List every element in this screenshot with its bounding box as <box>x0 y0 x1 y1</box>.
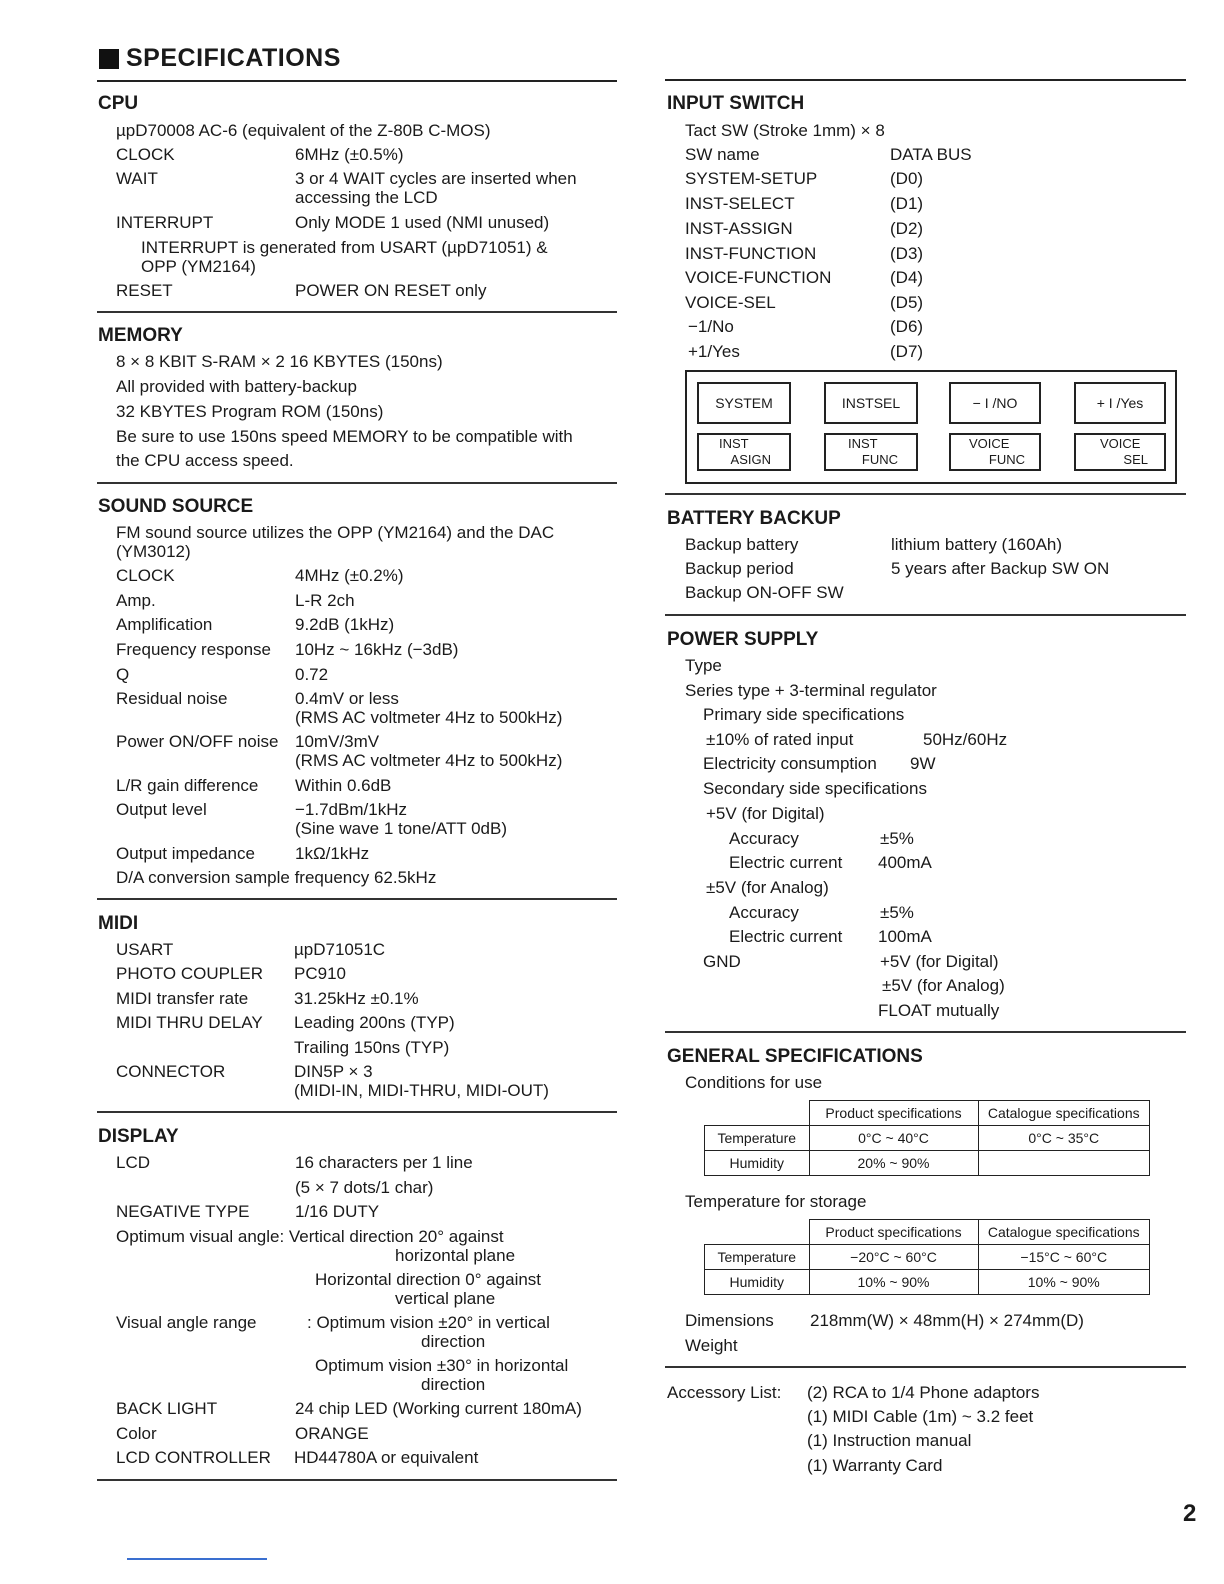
da-conversion: D/A conversion sample frequency 62.5kHz <box>116 868 437 887</box>
accuracy-label: Accuracy <box>729 903 799 922</box>
sw-name: INST-ASSIGN <box>685 219 793 238</box>
voice-sel-line1: VOICE <box>1100 436 1141 451</box>
lr-gain-label: L/R gain difference <box>116 776 259 795</box>
divider <box>665 79 1186 81</box>
memory-line: All provided with battery-backup <box>116 377 357 396</box>
table-row <box>705 1245 1150 1270</box>
cpu-interrupt-note-2: OPP (YM2164) <box>141 257 256 276</box>
sw-name-header: SW name <box>685 145 760 164</box>
square-bullet-icon <box>99 49 119 69</box>
voice-func-button <box>949 433 1041 471</box>
output-level-value: −1.7dBm/1kHz <box>295 800 407 819</box>
visual-range-horizontal-note: direction <box>421 1375 486 1394</box>
battery-label: Backup battery <box>685 535 799 554</box>
input-switch-heading: INPUT SWITCH <box>667 93 805 114</box>
sw-bus: (D5) <box>890 293 924 312</box>
midi-value: 31.25kHz ±0.1% <box>294 989 419 1008</box>
lcd-note: (5 × 7 dots/1 char) <box>295 1178 434 1197</box>
horizontal-direction-note: vertical plane <box>395 1289 496 1308</box>
sound-label: Frequency response <box>116 640 271 659</box>
current-label: Electric current <box>729 927 843 946</box>
table-cell: 0°C ~ 40°C <box>809 1126 978 1151</box>
sound-value: 0.72 <box>295 665 329 684</box>
power-primary: Primary side specifications <box>703 705 905 724</box>
inst-func-button <box>824 433 918 471</box>
conditions-for-use: Conditions for use <box>685 1073 823 1092</box>
cpu-wait-value: 3 or 4 WAIT cycles are inserted when <box>295 169 577 188</box>
accuracy-label: Accuracy <box>729 829 799 848</box>
connector-note: (MIDI-IN, MIDI-THRU, MIDI-OUT) <box>294 1081 549 1100</box>
memory-line: Be sure to use 150ns speed MEMORY to be compatible with <box>116 427 573 446</box>
visual-range-label: Visual angle range <box>116 1313 257 1332</box>
color-label: Color <box>116 1424 157 1443</box>
gnd-value: FLOAT mutually <box>878 1001 1000 1020</box>
gnd-value: ±5V (for Analog) <box>882 976 1005 995</box>
sw-bus: (D7) <box>890 342 924 361</box>
dimensions-label: Dimensions <box>685 1311 774 1330</box>
cpu-reset-value: POWER ON RESET only <box>295 281 487 300</box>
sw-name: INST-FUNCTION <box>685 244 817 263</box>
residual-value: 0.4mV or less <box>295 689 399 708</box>
table-cell: Temperature <box>705 1245 810 1270</box>
sound-label: Q <box>116 665 130 684</box>
sound-value: 9.2dB (1kHz) <box>295 615 395 634</box>
cpu-clock-value: 6MHz (±0.5%) <box>295 145 404 164</box>
power-secondary: Secondary side specifications <box>703 779 927 798</box>
sound-value: 10Hz ~ 16kHz (−3dB) <box>295 640 459 659</box>
table-row <box>705 1151 1150 1176</box>
dimensions-value: 218mm(W) × 48mm(H) × 274mm(D) <box>810 1311 1084 1330</box>
midi-value: PC910 <box>294 964 346 983</box>
midi-heading: MIDI <box>98 913 139 934</box>
table-header: Product specifications <box>809 1220 978 1245</box>
back-light-value: 24 chip LED (Working current 180mA) <box>295 1399 582 1418</box>
sound-label: Amp. <box>116 591 156 610</box>
accessory-label: Accessory List: <box>667 1383 782 1402</box>
table-cell: Humidity <box>705 1151 810 1176</box>
elec-consumption-label: Electricity consumption <box>703 754 877 773</box>
output-level-label: Output level <box>116 800 207 819</box>
memory-heading: MEMORY <box>98 325 183 346</box>
impedance-value: 1kΩ/1kHz <box>295 844 370 863</box>
sw-name: SYSTEM-SETUP <box>685 169 818 188</box>
accuracy-value: ±5% <box>880 829 914 848</box>
power-noise-label: Power ON/OFF noise <box>116 732 279 751</box>
sw-bus: (D2) <box>890 219 924 238</box>
table-cell <box>705 1220 810 1245</box>
rated-input-value: 50Hz/60Hz <box>923 730 1008 749</box>
accessory-item: (2) RCA to 1/4 Phone adaptors <box>807 1383 1040 1402</box>
battery-heading: BATTERY BACKUP <box>667 508 841 529</box>
visual-range-value: : Optimum vision ±20° in vertical <box>307 1313 550 1332</box>
storage-label: Temperature for storage <box>685 1192 867 1211</box>
table-cell: 10% ~ 90% <box>809 1270 978 1295</box>
voice-func-line1: VOICE <box>969 436 1010 451</box>
rated-input-label: ±10% of rated input <box>706 730 854 749</box>
cpu-interrupt-value: Only MODE 1 used (NMI unused) <box>295 213 550 232</box>
divider <box>665 493 1186 495</box>
cpu-interrupt-label: INTERRUPT <box>116 213 214 232</box>
impedance-label: Output impedance <box>116 844 255 863</box>
accessory-item: (1) Instruction manual <box>807 1431 972 1450</box>
page-number: 2 <box>1183 1500 1197 1527</box>
cpu-model: µpD70008 AC-6 (equivalent of the Z-80B C-MOS) <box>116 121 491 140</box>
weight-label: Weight <box>685 1336 738 1355</box>
accessory-item: (1) MIDI Cable (1m) ~ 3.2 feet <box>807 1407 1034 1426</box>
battery-value: 5 years after Backup SW ON <box>891 559 1110 578</box>
power-noise-value: 10mV/3mV <box>295 732 380 751</box>
midi-label: MIDI transfer rate <box>116 989 249 1008</box>
sound-label: CLOCK <box>116 566 175 585</box>
power-noise-note: (RMS AC voltmeter 4Hz to 500kHz) <box>295 751 563 770</box>
midi-label: PHOTO COUPLER <box>116 964 264 983</box>
inst-func-line1: INST <box>848 436 878 451</box>
cpu-wait-value-2: accessing the LCD <box>295 188 438 207</box>
battery-label: Backup period <box>685 559 794 578</box>
gnd-value: +5V (for Digital) <box>880 952 999 971</box>
current-value: 100mA <box>878 927 932 946</box>
plus-yes-button: + I /Yes <box>1074 382 1166 424</box>
inst-asign-button <box>697 433 791 471</box>
tact-sw: Tact SW (Stroke 1mm) × 8 <box>685 121 885 140</box>
table-cell <box>978 1151 1150 1176</box>
memory-line: the CPU access speed. <box>116 451 294 470</box>
cpu-interrupt-note: INTERRUPT is generated from USART (µpD71051) & <box>141 238 548 257</box>
sw-name: VOICE-FUNCTION <box>685 268 832 287</box>
table-row <box>705 1101 1150 1126</box>
residual-note: (RMS AC voltmeter 4Hz to 500kHz) <box>295 708 563 727</box>
voice-sel-line2: SEL <box>1123 452 1148 467</box>
lcd-label: LCD <box>116 1153 151 1172</box>
divider <box>665 1031 1186 1033</box>
power-series: Series type + 3-terminal regulator <box>685 681 937 700</box>
optimum-angle-label: Optimum visual angle: Vertical direction 20° against <box>116 1227 504 1246</box>
table-cell: 0°C ~ 35°C <box>978 1126 1150 1151</box>
table-header: Product specifications <box>809 1101 978 1126</box>
color-value: ORANGE <box>295 1424 369 1443</box>
inst-asign-line1: INST <box>719 436 749 451</box>
sw-name: +1/Yes <box>688 342 740 361</box>
current-label: Electric current <box>729 853 843 872</box>
table-header: Catalogue specifications <box>978 1220 1150 1245</box>
general-heading: GENERAL SPECIFICATIONS <box>667 1046 923 1067</box>
data-bus-header: DATA BUS <box>890 145 972 164</box>
table-row <box>705 1220 1150 1245</box>
negative-type-value: 1/16 DUTY <box>295 1202 380 1221</box>
divider <box>97 311 617 313</box>
midi-trailing: Trailing 150ns (TYP) <box>294 1038 450 1057</box>
sound-value: L-R 2ch <box>295 591 355 610</box>
power-type: Type <box>685 656 722 675</box>
divider <box>97 1111 617 1113</box>
cpu-clock-label: CLOCK <box>116 145 175 164</box>
output-level-note: (Sine wave 1 tone/ATT 0dB) <box>295 819 507 838</box>
lr-gain-value: Within 0.6dB <box>295 776 392 795</box>
sound-label: Amplification <box>116 615 213 634</box>
divider <box>665 1366 1186 1368</box>
midi-value: Leading 200ns (TYP) <box>294 1013 455 1032</box>
sound-value: 4MHz (±0.2%) <box>295 566 404 585</box>
table-header: Catalogue specifications <box>978 1101 1150 1126</box>
horizontal-direction: Horizontal direction 0° against <box>315 1270 542 1289</box>
current-value: 400mA <box>878 853 932 872</box>
lcd-controller-value: HD44780A or equivalent <box>294 1448 479 1467</box>
divider <box>665 614 1186 616</box>
memory-line: 8 × 8 KBIT S-RAM × 2 16 KBYTES (150ns) <box>116 352 443 371</box>
sw-name: −1/No <box>688 317 734 336</box>
accuracy-value: ±5% <box>880 903 914 922</box>
storage-table <box>704 1219 1150 1295</box>
inst-func-line2: FUNC <box>861 452 898 467</box>
sw-bus: (D3) <box>890 244 924 263</box>
divider <box>97 1479 617 1481</box>
table-row <box>705 1126 1150 1151</box>
sw-bus: (D4) <box>890 268 924 287</box>
minus-no-button: − I /NO <box>949 382 1041 424</box>
voice-sel-button <box>1074 433 1166 471</box>
sw-name: VOICE-SEL <box>685 293 776 312</box>
accessory-item: (1) Warranty Card <box>807 1456 943 1475</box>
table-cell: Temperature <box>705 1126 810 1151</box>
negative-type-label: NEGATIVE TYPE <box>116 1202 250 1221</box>
table-cell: 10% ~ 90% <box>978 1270 1150 1295</box>
back-light-label: BACK LIGHT <box>116 1399 218 1418</box>
display-heading: DISPLAY <box>98 1126 179 1147</box>
elec-consumption-value: 9W <box>910 754 936 773</box>
table-cell: Humidity <box>705 1270 810 1295</box>
scan-artifact-line <box>127 1558 267 1560</box>
visual-range-note: direction <box>421 1332 486 1351</box>
memory-line: 32 KBYTES Program ROM (150ns) <box>116 402 384 421</box>
divider <box>97 898 617 900</box>
page-title <box>99 44 341 73</box>
sw-bus: (D1) <box>890 194 924 213</box>
sw-name: INST-SELECT <box>685 194 795 213</box>
analog-5v: ±5V (for Analog) <box>706 878 829 897</box>
cpu-reset-label: RESET <box>116 281 173 300</box>
table-cell: 20% ~ 90% <box>809 1151 978 1176</box>
conditions-table <box>704 1100 1150 1176</box>
page-title-text: SPECIFICATIONS <box>126 44 341 72</box>
sw-bus: (D6) <box>890 317 924 336</box>
digital-5v: +5V (for Digital) <box>706 804 825 823</box>
residual-label: Residual noise <box>116 689 228 708</box>
table-cell: −20°C ~ 60°C <box>809 1245 978 1270</box>
table-row <box>705 1270 1150 1295</box>
battery-value: lithium battery (160Ah) <box>891 535 1063 554</box>
connector-label: CONNECTOR <box>116 1062 226 1081</box>
table-cell <box>705 1101 810 1126</box>
midi-value: µpD71051C <box>294 940 386 959</box>
sw-bus: (D0) <box>890 169 924 188</box>
table-cell: −15°C ~ 60°C <box>978 1245 1150 1270</box>
cpu-wait-label: WAIT <box>116 169 158 188</box>
sound-intro: FM sound source utilizes the OPP (YM2164) and the DAC <box>116 523 555 542</box>
divider <box>97 482 617 484</box>
inst-asign-line2: ASIGN <box>730 452 771 467</box>
divider <box>97 80 617 82</box>
sound-intro-2: (YM3012) <box>116 542 191 561</box>
connector-value: DIN5P × 3 <box>294 1062 373 1081</box>
instsel-button: INSTSEL <box>824 382 918 424</box>
lcd-value: 16 characters per 1 line <box>295 1153 473 1172</box>
midi-label: MIDI THRU DELAY <box>116 1013 263 1032</box>
power-heading: POWER SUPPLY <box>667 629 819 650</box>
midi-label: USART <box>116 940 174 959</box>
battery-label: Backup ON-OFF SW <box>685 583 844 602</box>
sound-heading: SOUND SOURCE <box>98 496 254 517</box>
optimum-angle-note: horizontal plane <box>395 1246 516 1265</box>
system-button: SYSTEM <box>697 382 791 424</box>
cpu-heading: CPU <box>98 93 139 114</box>
gnd-label: GND <box>703 952 741 971</box>
visual-range-horizontal: Optimum vision ±30° in horizontal <box>315 1356 569 1375</box>
lcd-controller-label: LCD CONTROLLER <box>116 1448 271 1467</box>
voice-func-line2: FUNC <box>988 452 1025 467</box>
